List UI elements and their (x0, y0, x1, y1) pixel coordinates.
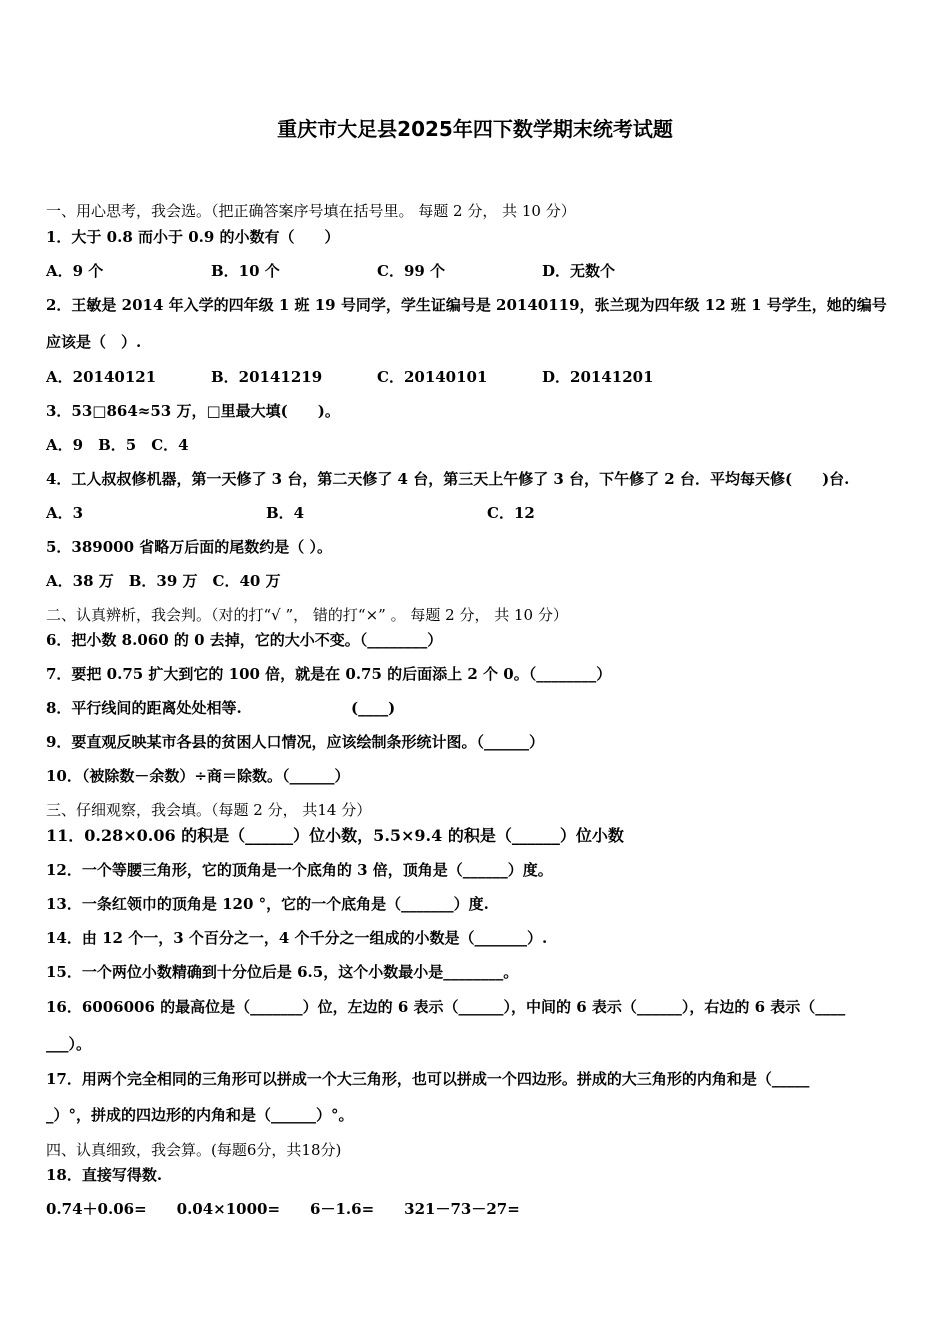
question-5: 5．389000 省略万后面的尾数约是（ ）。 (46, 538, 333, 556)
question-17-line-1: 17．用两个完全相同的三角形可以拼成一个大三角形，也可以拼成一个四边形。拼成的大三角形的内角和是（_____ (46, 1070, 810, 1088)
question-7: 7．要把 0.75 扩大到它的 100 倍，就是在 0.75 的后面添上 2 个 0。（________） (46, 665, 612, 683)
question-15: 15．一个两位小数精确到十分位后是 6.5，这个小数最小是________。 (46, 963, 519, 981)
question-13: 13．一条红领巾的顶角是 120 °，它的一个底角是（_______）度. (46, 895, 489, 913)
question-9: 9．要直观反映某市各县的贫困人口情况，应该绘制条形统计图。（______） (46, 733, 544, 751)
question-8-blank: (____) (351, 699, 396, 717)
section-3-heading: 三、仔细观察，我会填。（每题 2 分， 共14 分） (46, 801, 372, 819)
q2-option-d: D．20141201 (542, 368, 654, 386)
section-1-heading: 一、用心思考，我会选。（把正确答案序号填在括号里。 每题 2 分， 共 10 分） (46, 202, 576, 220)
question-14: 14．由 12 个一，3 个百分之一，4 个千分之一组成的小数是（_______）. (46, 929, 548, 947)
question-4: 4．工人叔叔修机器，第一天修了 3 台，第二天修了 4 台，第三天上午修了 3 台，下午修了 2 台．平均每天修( )台. (46, 470, 850, 488)
question-3: 3．53□864≈53 万，□里最大填( )。 (46, 402, 340, 420)
page-title: 重庆市大足县2025年四下数学期末统考试题 (277, 117, 673, 141)
question-6: 6．把小数 8.060 的 0 去掉，它的大小不变。（________） (46, 631, 443, 649)
question-8: 8．平行线间的距离处处相等. (46, 699, 242, 717)
q2-option-b: B．20141219 (211, 368, 323, 386)
question-18-calculations: 0.74＋0.06= 0.04×1000= 6－1.6= 321－73－27= (46, 1200, 520, 1218)
q1-option-c: C．99 个 (377, 262, 446, 280)
question-18: 18．直接写得数. (46, 1166, 163, 1184)
question-16-line-1: 16．6006006 的最高位是（_______）位，左边的 6 表示（______），中间的 6 表示（______），右边的 6 表示（____ (46, 998, 846, 1016)
question-17-line-2: _）°，拼成的四边形的内角和是（______）°。 (46, 1106, 354, 1124)
q4-option-c: C．12 (487, 504, 535, 522)
q1-option-a: A．9 个 (46, 262, 104, 280)
q1-option-b: B．10 个 (211, 262, 280, 280)
q4-option-a: A．3 (46, 504, 84, 522)
question-10: 10．（被除数－余数）÷商＝除数。（______） (46, 767, 350, 785)
section-4-heading: 四、认真细致，我会算。(每题6分，共18分) (46, 1141, 342, 1159)
q2-option-c: C．20140101 (377, 368, 488, 386)
q4-option-b: B．4 (266, 504, 305, 522)
question-2-line-2: 应该是（ ）. (46, 333, 142, 351)
question-16-line-2: ___）。 (46, 1035, 92, 1053)
q3-options: A．9 B．5 C．4 (46, 436, 189, 454)
question-12: 12．一个等腰三角形，它的顶角是一个底角的 3 倍，顶角是（______）度。 (46, 861, 553, 879)
question-11: 11．0.28×0.06 的积是（______）位小数，5.5×9.4 的积是（______）位小数 (46, 826, 624, 845)
q5-options: A．38 万 B．39 万 C．40 万 (46, 572, 281, 590)
question-2-line-1: 2．王敏是 2014 年入学的四年级 1 班 19 号同学，学生证编号是 20140119，张兰现为四年级 12 班 1 号学生，她的编号 (46, 296, 887, 314)
q2-option-a: A．20140121 (46, 368, 157, 386)
question-1: 1．大于 0.8 而小于 0.9 的小数有（ ） (46, 228, 340, 246)
q1-option-d: D．无数个 (542, 262, 616, 280)
section-2-heading: 二、认真辨析，我会判。（对的打“√ ”， 错的打“×” 。 每题 2 分， 共 10 分） (46, 606, 568, 624)
